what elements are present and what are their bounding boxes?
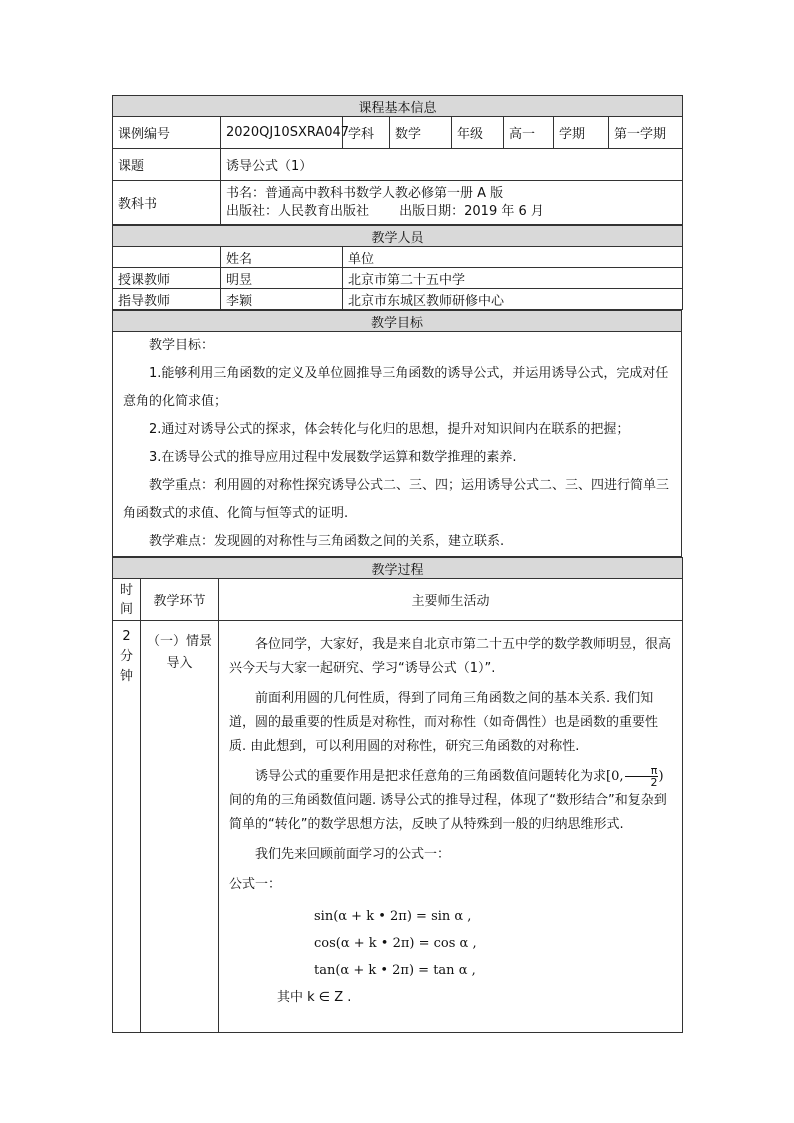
term-label: 学期 xyxy=(554,117,609,149)
interval-close: ) xyxy=(658,769,664,784)
key-points: 教学重点：利用圆的对称性探究诱导公式二、三、四；运用诱导公式二、三、四进行简单三角函数式的求值、化简与恒等式的证明. xyxy=(123,478,670,521)
activity-paragraph: 我们先来回顾前面学习的公式一： xyxy=(255,847,451,862)
section-header-staff: 教学人员 xyxy=(113,226,683,247)
activity-cell xyxy=(219,621,683,1033)
grade-value: 高一 xyxy=(504,117,554,149)
staff-name: 李颖 xyxy=(221,289,343,310)
section-header-process: 教学过程 xyxy=(113,558,683,579)
activity-column-header: 主要师生活动 xyxy=(219,579,683,621)
activity-paragraph: 前面利用圆的几何性质，得到了同角三角函数之间的基本关系. 我们知道，圆的最重要的性质是对称性，而对称性（如奇偶性）也是函数的重要性质. 由此想到，可以利用圆的对称性，研究三角函数的对称性. xyxy=(229,691,659,754)
goal-item: 3.在诱导公式的推导应用过程中发展数学运算和数学推理的素养. xyxy=(149,450,517,465)
topic-label: 课题 xyxy=(113,149,221,181)
goal-item: 1.能够利用三角函数的定义及单位圆推导三角函数的诱导公式，并运用诱导公式，完成对任意角的化简求值； xyxy=(123,366,669,409)
staff-unit: 北京市东城区教师研修中心 xyxy=(343,289,683,310)
fraction-denominator: 2 xyxy=(625,776,658,788)
staff-role: 指导教师 xyxy=(113,289,221,310)
formula-label: 公式一： xyxy=(229,877,282,892)
difficult-points: 教学难点：发现圆的对称性与三角函数之间的关系，建立联系. xyxy=(149,534,505,549)
goal-item: 2.通过对诱导公式的探求，体会转化与化归的思想，提升对知识间内在联系的把握； xyxy=(149,422,630,437)
grade-label: 年级 xyxy=(452,117,504,149)
topic-value: 诱导公式（1） xyxy=(221,149,683,181)
section-header-basic: 课程基本信息 xyxy=(113,96,683,117)
interval-text-after: 间的角的三角函数值问题. 诱导公式的推导过程，体现了“数形结合”和复杂到简单的“转化”的数学思想方法，反映了从特殊到一般的归纳思维形式. xyxy=(229,793,667,832)
fraction-numerator: π xyxy=(650,764,658,777)
formula-note: 其中 k ∈ Z . xyxy=(277,990,352,1005)
step-column-header: 教学环节 xyxy=(141,579,219,621)
goals-heading: 教学目标： xyxy=(149,338,215,353)
goals-table xyxy=(112,310,682,557)
staff-name: 明昱 xyxy=(221,268,343,289)
case-id-value: 2020QJ10SXRA047 xyxy=(221,117,343,149)
staff-blank-cell xyxy=(113,247,221,268)
interval-open: [0, xyxy=(606,769,624,784)
staff-table xyxy=(112,225,683,310)
subject-value: 数学 xyxy=(390,117,452,149)
textbook-publisher: 出版社：人民教育出版社 出版日期：2019 年 6 月 xyxy=(226,203,544,219)
section-header-goals: 教学目标 xyxy=(113,311,682,332)
term-value: 第一学期 xyxy=(609,117,683,149)
textbook-value xyxy=(221,181,683,225)
lesson-plan-document xyxy=(112,95,682,1033)
staff-role: 授课教师 xyxy=(113,268,221,289)
staff-unit-header: 单位 xyxy=(343,247,683,268)
formula-tan: tan(α + k • 2π) = tan α , xyxy=(314,963,476,978)
case-id-label: 课例编号 xyxy=(113,117,221,149)
textbook-title: 书名：普通高中教科书数学人教必修第一册 A 版 xyxy=(226,185,504,201)
goals-body xyxy=(113,332,682,557)
activity-paragraph: 各位同学，大家好，我是来自北京市第二十五中学的数学教师明昱，很高兴今天与大家一起研究、学习“诱导公式（1）”. xyxy=(229,637,672,676)
formula-cos: cos(α + k • 2π) = cos α , xyxy=(314,936,477,951)
activity-paragraph-interval xyxy=(229,765,674,837)
staff-name-header: 姓名 xyxy=(221,247,343,268)
process-table xyxy=(112,557,683,1033)
time-column-header: 时间 xyxy=(113,579,141,621)
step-cell: （一）情景导入 xyxy=(141,621,219,1033)
subject-label: 学科 xyxy=(343,117,390,149)
textbook-label: 教科书 xyxy=(113,181,221,225)
formula-sin: sin(α + k • 2π) = sin α , xyxy=(314,909,472,924)
basic-info-table xyxy=(112,95,683,225)
pi-over-two-fraction xyxy=(625,765,658,788)
interval-text-before: 诱导公式的重要作用是把求任意角的三角函数值问题转化为求 xyxy=(255,769,607,784)
time-cell: 2分钟 xyxy=(113,621,141,1033)
staff-unit: 北京市第二十五中学 xyxy=(343,268,683,289)
